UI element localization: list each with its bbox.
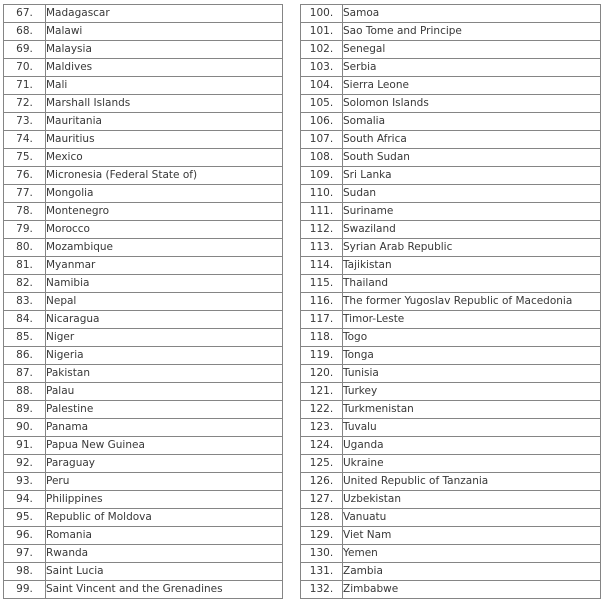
row-number: 97. <box>4 545 46 563</box>
row-number: 98. <box>4 563 46 581</box>
table-row <box>301 509 601 527</box>
country-name: Mongolia <box>46 185 283 203</box>
country-name: Swaziland <box>343 221 601 239</box>
table-row <box>4 329 283 347</box>
table-row <box>301 77 601 95</box>
country-name: Marshall Islands <box>46 95 283 113</box>
table-row <box>301 293 601 311</box>
country-name: Sudan <box>343 185 601 203</box>
country-name: Micronesia (Federal State of) <box>46 167 283 185</box>
table-row <box>301 563 601 581</box>
row-number: 83. <box>4 293 46 311</box>
country-name: Uganda <box>343 437 601 455</box>
country-name: Pakistan <box>46 365 283 383</box>
table-row <box>4 239 283 257</box>
country-table-right-body <box>301 5 601 599</box>
table-row <box>301 365 601 383</box>
row-number: 107. <box>301 131 343 149</box>
row-number: 114. <box>301 257 343 275</box>
table-row <box>4 149 283 167</box>
row-number: 77. <box>4 185 46 203</box>
country-name: Maldives <box>46 59 283 77</box>
country-name: Palestine <box>46 401 283 419</box>
table-row <box>4 491 283 509</box>
row-number: 128. <box>301 509 343 527</box>
row-number: 95. <box>4 509 46 527</box>
table-row <box>4 5 283 23</box>
table-row <box>301 239 601 257</box>
country-name: Republic of Moldova <box>46 509 283 527</box>
table-row <box>4 437 283 455</box>
country-name: Malaysia <box>46 41 283 59</box>
table-row <box>4 311 283 329</box>
row-number: 74. <box>4 131 46 149</box>
country-name: Tuvalu <box>343 419 601 437</box>
table-row <box>4 527 283 545</box>
country-name: Turkey <box>343 383 601 401</box>
country-name: United Republic of Tanzania <box>343 473 601 491</box>
row-number: 127. <box>301 491 343 509</box>
country-name: Zambia <box>343 563 601 581</box>
country-name: Timor-Leste <box>343 311 601 329</box>
row-number: 89. <box>4 401 46 419</box>
row-number: 70. <box>4 59 46 77</box>
table-row <box>4 257 283 275</box>
row-number: 71. <box>4 77 46 95</box>
row-number: 106. <box>301 113 343 131</box>
row-number: 86. <box>4 347 46 365</box>
row-number: 101. <box>301 23 343 41</box>
row-number: 84. <box>4 311 46 329</box>
table-row <box>301 545 601 563</box>
country-name: Nigeria <box>46 347 283 365</box>
country-name: Papua New Guinea <box>46 437 283 455</box>
table-row <box>4 293 283 311</box>
table-row <box>4 581 283 599</box>
table-row <box>301 167 601 185</box>
country-name: Niger <box>46 329 283 347</box>
country-name: Rwanda <box>46 545 283 563</box>
table-row <box>4 221 283 239</box>
row-number: 81. <box>4 257 46 275</box>
table-row <box>301 221 601 239</box>
country-name: Suriname <box>343 203 601 221</box>
country-name: Mauritius <box>46 131 283 149</box>
country-name: Syrian Arab Republic <box>343 239 601 257</box>
row-number: 103. <box>301 59 343 77</box>
table-row <box>4 275 283 293</box>
row-number: 124. <box>301 437 343 455</box>
row-number: 96. <box>4 527 46 545</box>
row-number: 117. <box>301 311 343 329</box>
table-row <box>301 59 601 77</box>
table-row <box>4 365 283 383</box>
country-name: Morocco <box>46 221 283 239</box>
country-name: Solomon Islands <box>343 95 601 113</box>
table-row <box>4 563 283 581</box>
row-number: 123. <box>301 419 343 437</box>
table-row <box>4 383 283 401</box>
row-number: 115. <box>301 275 343 293</box>
table-row <box>4 509 283 527</box>
row-number: 73. <box>4 113 46 131</box>
table-row <box>4 185 283 203</box>
row-number: 67. <box>4 5 46 23</box>
country-name: Sierra Leone <box>343 77 601 95</box>
table-row <box>301 401 601 419</box>
row-number: 130. <box>301 545 343 563</box>
row-number: 116. <box>301 293 343 311</box>
table-row <box>301 131 601 149</box>
row-number: 129. <box>301 527 343 545</box>
country-name: Mali <box>46 77 283 95</box>
country-name: Uzbekistan <box>343 491 601 509</box>
row-number: 100. <box>301 5 343 23</box>
country-name: Serbia <box>343 59 601 77</box>
row-number: 72. <box>4 95 46 113</box>
table-row <box>301 455 601 473</box>
country-name: Mexico <box>46 149 283 167</box>
table-row <box>301 419 601 437</box>
country-name: Viet Nam <box>343 527 601 545</box>
row-number: 108. <box>301 149 343 167</box>
table-row <box>301 149 601 167</box>
row-number: 85. <box>4 329 46 347</box>
country-name: Palau <box>46 383 283 401</box>
row-number: 113. <box>301 239 343 257</box>
country-name: Namibia <box>46 275 283 293</box>
table-row <box>301 581 601 599</box>
row-number: 82. <box>4 275 46 293</box>
country-name: Paraguay <box>46 455 283 473</box>
table-row <box>301 473 601 491</box>
table-row <box>4 545 283 563</box>
country-name: Turkmenistan <box>343 401 601 419</box>
country-name: Saint Vincent and the Grenadines <box>46 581 283 599</box>
table-row <box>301 257 601 275</box>
table-row <box>4 23 283 41</box>
row-number: 126. <box>301 473 343 491</box>
table-row <box>4 113 283 131</box>
country-name: Yemen <box>343 545 601 563</box>
country-name: Philippines <box>46 491 283 509</box>
table-row <box>301 41 601 59</box>
row-number: 112. <box>301 221 343 239</box>
row-number: 125. <box>301 455 343 473</box>
country-name: Samoa <box>343 5 601 23</box>
row-number: 105. <box>301 95 343 113</box>
table-row <box>4 455 283 473</box>
country-name: Tunisia <box>343 365 601 383</box>
country-name: Montenegro <box>46 203 283 221</box>
table-row <box>301 95 601 113</box>
row-number: 102. <box>301 41 343 59</box>
country-name: Sao Tome and Principe <box>343 23 601 41</box>
table-row <box>4 203 283 221</box>
country-table-right <box>300 4 601 599</box>
row-number: 78. <box>4 203 46 221</box>
table-row <box>301 329 601 347</box>
country-name: Saint Lucia <box>46 563 283 581</box>
row-number: 120. <box>301 365 343 383</box>
country-name: Tajikistan <box>343 257 601 275</box>
table-row <box>301 311 601 329</box>
table-row <box>4 401 283 419</box>
table-row <box>4 131 283 149</box>
country-name: Panama <box>46 419 283 437</box>
row-number: 111. <box>301 203 343 221</box>
country-name: South Sudan <box>343 149 601 167</box>
table-row <box>301 383 601 401</box>
table-row <box>301 5 601 23</box>
row-number: 132. <box>301 581 343 599</box>
row-number: 93. <box>4 473 46 491</box>
table-row <box>4 419 283 437</box>
row-number: 88. <box>4 383 46 401</box>
row-number: 119. <box>301 347 343 365</box>
table-row <box>301 203 601 221</box>
country-name: Nicaragua <box>46 311 283 329</box>
row-number: 118. <box>301 329 343 347</box>
country-name: Zimbabwe <box>343 581 601 599</box>
country-name: Mauritania <box>46 113 283 131</box>
country-name: The former Yugoslav Republic of Macedonia <box>343 293 601 311</box>
row-number: 76. <box>4 167 46 185</box>
country-name: Togo <box>343 329 601 347</box>
row-number: 75. <box>4 149 46 167</box>
country-name: Vanuatu <box>343 509 601 527</box>
row-number: 87. <box>4 365 46 383</box>
country-name: Sri Lanka <box>343 167 601 185</box>
row-number: 110. <box>301 185 343 203</box>
row-number: 99. <box>4 581 46 599</box>
table-row <box>4 77 283 95</box>
table-row <box>301 23 601 41</box>
country-name: Malawi <box>46 23 283 41</box>
country-name: Tonga <box>343 347 601 365</box>
country-name: Mozambique <box>46 239 283 257</box>
country-name: Nepal <box>46 293 283 311</box>
row-number: 121. <box>301 383 343 401</box>
country-name: South Africa <box>343 131 601 149</box>
table-row <box>4 59 283 77</box>
table-row <box>301 491 601 509</box>
row-number: 90. <box>4 419 46 437</box>
table-row <box>4 167 283 185</box>
table-row <box>4 347 283 365</box>
country-name: Senegal <box>343 41 601 59</box>
table-row <box>4 95 283 113</box>
country-name: Somalia <box>343 113 601 131</box>
row-number: 109. <box>301 167 343 185</box>
country-name: Romania <box>46 527 283 545</box>
row-number: 80. <box>4 239 46 257</box>
table-row <box>301 113 601 131</box>
row-number: 104. <box>301 77 343 95</box>
row-number: 69. <box>4 41 46 59</box>
country-name: Madagascar <box>46 5 283 23</box>
table-row <box>301 185 601 203</box>
table-row <box>301 527 601 545</box>
row-number: 68. <box>4 23 46 41</box>
row-number: 79. <box>4 221 46 239</box>
row-number: 122. <box>301 401 343 419</box>
row-number: 91. <box>4 437 46 455</box>
table-row <box>301 347 601 365</box>
country-name: Myanmar <box>46 257 283 275</box>
country-name: Ukraine <box>343 455 601 473</box>
country-name: Thailand <box>343 275 601 293</box>
table-row <box>301 275 601 293</box>
table-row <box>301 437 601 455</box>
row-number: 94. <box>4 491 46 509</box>
row-number: 131. <box>301 563 343 581</box>
table-row <box>4 41 283 59</box>
row-number: 92. <box>4 455 46 473</box>
country-name: Peru <box>46 473 283 491</box>
country-list-page <box>3 4 601 599</box>
table-row <box>4 473 283 491</box>
country-table-left-body <box>4 5 283 599</box>
country-table-left <box>3 4 283 599</box>
